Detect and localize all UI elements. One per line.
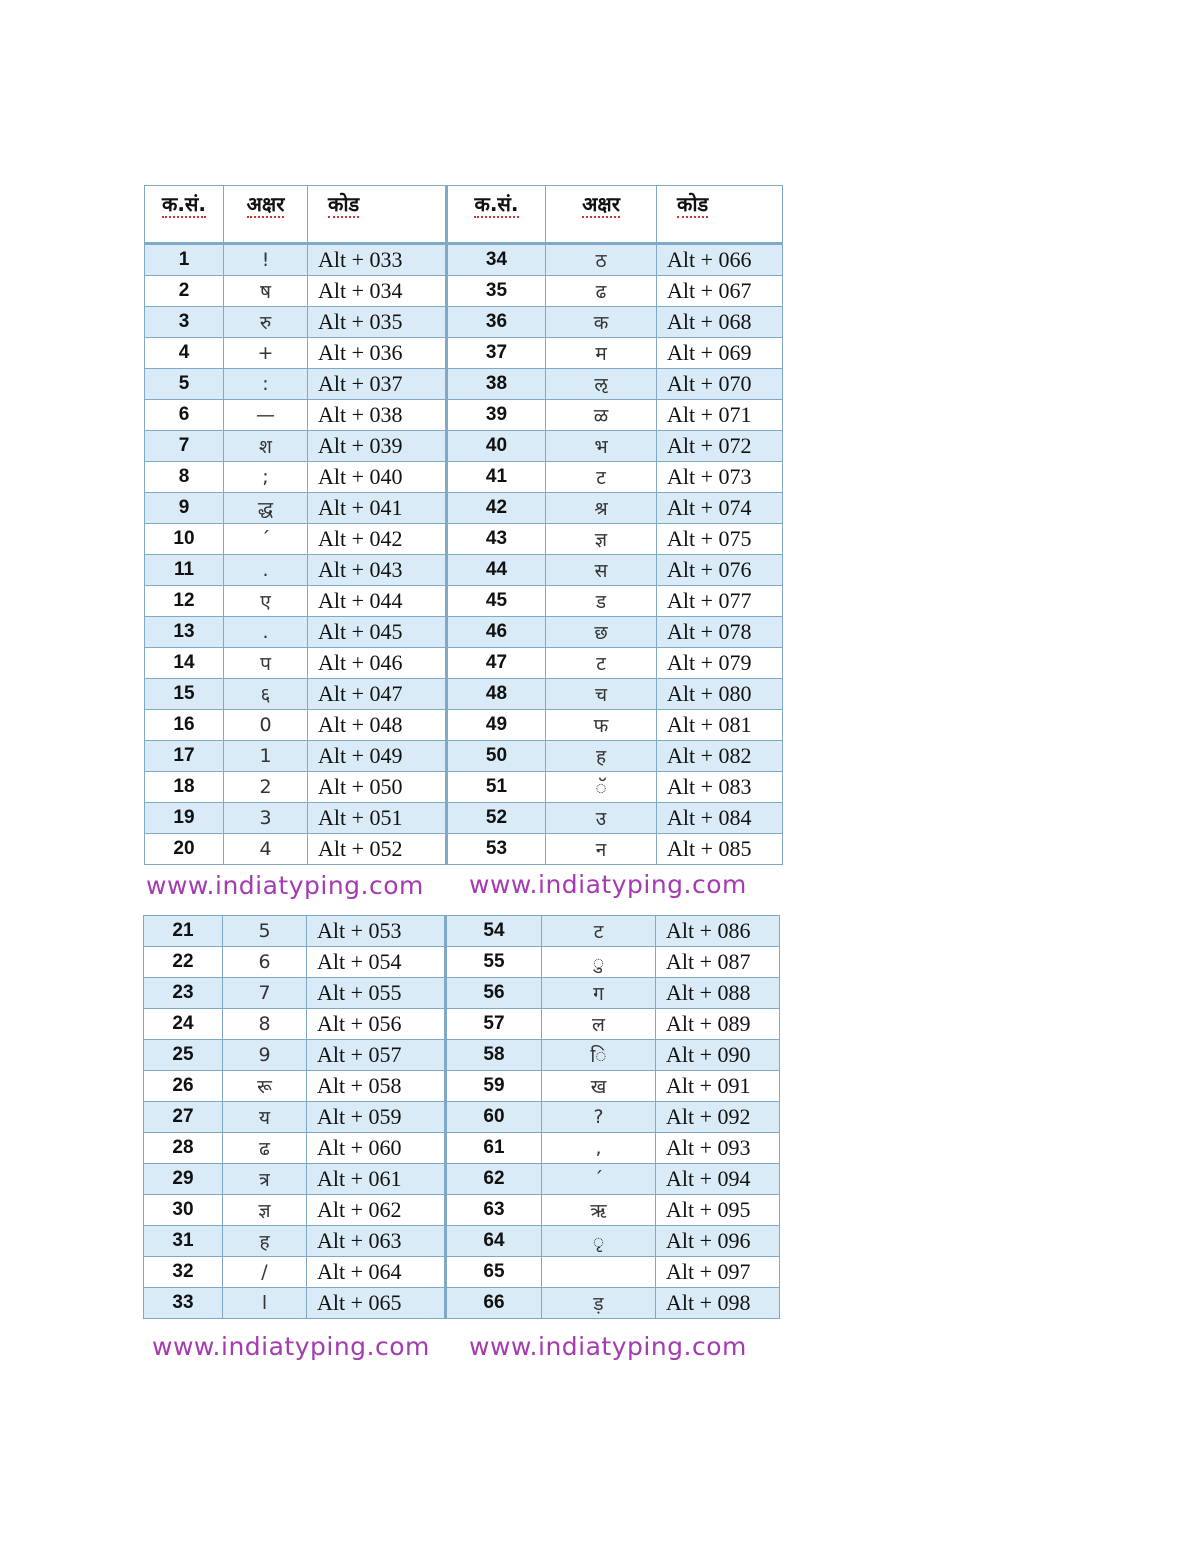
char-cell: श: [224, 431, 308, 462]
serial-cell: 40: [447, 431, 546, 462]
char-cell: स: [546, 555, 657, 586]
char-header: अक्षर: [224, 186, 308, 244]
code-cell: Alt + 048: [308, 710, 447, 741]
code-cell: Alt + 064: [307, 1257, 446, 1288]
code-cell: Alt + 077: [657, 586, 783, 617]
char-cell: ह: [546, 741, 657, 772]
serial-cell: 37: [447, 338, 546, 369]
code-cell: Alt + 080: [657, 679, 783, 710]
code-cell: Alt + 093: [656, 1133, 780, 1164]
char-cell: ख: [542, 1071, 656, 1102]
code-cell: Alt + 068: [657, 307, 783, 338]
serial-cell: 60: [446, 1102, 542, 1133]
serial-cell: 44: [447, 555, 546, 586]
serial-cell: 54: [446, 916, 542, 947]
char-cell: ळ: [546, 400, 657, 431]
serial-cell: 11: [145, 555, 224, 586]
code-cell: Alt + 066: [657, 244, 783, 276]
code-cell: Alt + 033: [308, 244, 447, 276]
char-cell: —: [224, 400, 308, 431]
code-cell: Alt + 070: [657, 369, 783, 400]
serial-cell: 3: [145, 307, 224, 338]
char-cell: उ: [546, 803, 657, 834]
code-cell: Alt + 076: [657, 555, 783, 586]
char-cell: l: [223, 1288, 307, 1319]
table-row: [145, 338, 783, 369]
code-cell: Alt + 058: [307, 1071, 446, 1102]
code-cell: Alt + 044: [308, 586, 447, 617]
char-cell: छ: [546, 617, 657, 648]
code-cell: Alt + 096: [656, 1226, 780, 1257]
serial-cell: 64: [446, 1226, 542, 1257]
char-cell: न: [546, 834, 657, 865]
char-cell: ट: [542, 916, 656, 947]
serial-cell: 12: [145, 586, 224, 617]
code-cell: Alt + 035: [308, 307, 447, 338]
char-cell: ज्ञ: [223, 1195, 307, 1226]
code-cell: Alt + 051: [308, 803, 447, 834]
char-cell: 4: [224, 834, 308, 865]
char-cell: फ: [546, 710, 657, 741]
serial-cell: 38: [447, 369, 546, 400]
char-cell: .: [224, 617, 308, 648]
code-cell: Alt + 083: [657, 772, 783, 803]
serial-cell: 26: [144, 1071, 223, 1102]
table-header-row: [145, 186, 783, 244]
serial-cell: 39: [447, 400, 546, 431]
serial-cell: 45: [447, 586, 546, 617]
code-cell: Alt + 061: [307, 1164, 446, 1195]
table-row: [145, 369, 783, 400]
serial-cell: 18: [145, 772, 224, 803]
table-row: [144, 1071, 780, 1102]
table-row: [145, 431, 783, 462]
serial-cell: 53: [447, 834, 546, 865]
serial-header: क.सं.: [145, 186, 224, 244]
char-cell: द्ध: [224, 493, 308, 524]
code-cell: Alt + 039: [308, 431, 447, 462]
code-cell: Alt + 084: [657, 803, 783, 834]
table-row: [144, 1040, 780, 1071]
code-cell: Alt + 074: [657, 493, 783, 524]
code-cell: Alt + 040: [308, 462, 447, 493]
char-cell: 6: [223, 947, 307, 978]
code-cell: Alt + 091: [656, 1071, 780, 1102]
char-cell: 0: [224, 710, 308, 741]
code-cell: Alt + 063: [307, 1226, 446, 1257]
table-row: [144, 1133, 780, 1164]
char-cell: 3: [224, 803, 308, 834]
char-cell: ट: [546, 462, 657, 493]
code-cell: Alt + 057: [307, 1040, 446, 1071]
code-cell: Alt + 071: [657, 400, 783, 431]
char-cell: 1: [224, 741, 308, 772]
code-cell: Alt + 056: [307, 1009, 446, 1040]
serial-cell: 29: [144, 1164, 223, 1195]
code-cell: Alt + 082: [657, 741, 783, 772]
char-cell: रू: [223, 1071, 307, 1102]
serial-cell: 19: [145, 803, 224, 834]
watermark-text: www.indiatyping.com: [152, 1332, 430, 1361]
char-cell: .: [224, 555, 308, 586]
char-cell: ए: [224, 586, 308, 617]
char-cell: ग: [542, 978, 656, 1009]
char-cell: रु: [224, 307, 308, 338]
code-cell: Alt + 089: [656, 1009, 780, 1040]
alt-code-table-bottom: [143, 915, 780, 1319]
table-row: [145, 679, 783, 710]
code-cell: Alt + 092: [656, 1102, 780, 1133]
serial-cell: 5: [145, 369, 224, 400]
code-cell: Alt + 054: [307, 947, 446, 978]
serial-cell: 24: [144, 1009, 223, 1040]
code-cell: Alt + 072: [657, 431, 783, 462]
table-row: [144, 978, 780, 1009]
code-cell: Alt + 036: [308, 338, 447, 369]
table-row: [144, 1009, 780, 1040]
code-cell: Alt + 067: [657, 276, 783, 307]
char-cell: य: [223, 1102, 307, 1133]
table-row: [144, 947, 780, 978]
serial-cell: 57: [446, 1009, 542, 1040]
serial-cell: 56: [446, 978, 542, 1009]
serial-cell: 22: [144, 947, 223, 978]
serial-cell: 28: [144, 1133, 223, 1164]
serial-cell: 61: [446, 1133, 542, 1164]
char-cell: भ: [546, 431, 657, 462]
char-cell: 2: [224, 772, 308, 803]
code-cell: Alt + 055: [307, 978, 446, 1009]
char-cell: ष: [224, 276, 308, 307]
code-cell: Alt + 049: [308, 741, 447, 772]
code-cell: Alt + 094: [656, 1164, 780, 1195]
serial-cell: 17: [145, 741, 224, 772]
code-cell: Alt + 038: [308, 400, 447, 431]
char-cell: /: [223, 1257, 307, 1288]
table-row: [144, 916, 780, 947]
serial-cell: 41: [447, 462, 546, 493]
char-cell: ,: [542, 1133, 656, 1164]
serial-cell: 34: [447, 244, 546, 276]
serial-cell: 59: [446, 1071, 542, 1102]
serial-cell: 48: [447, 679, 546, 710]
char-cell: ॅ: [546, 772, 657, 803]
serial-cell: 2: [145, 276, 224, 307]
table-row: [144, 1164, 780, 1195]
table-row: [145, 493, 783, 524]
serial-cell: 23: [144, 978, 223, 1009]
table-row: [145, 741, 783, 772]
code-cell: Alt + 042: [308, 524, 447, 555]
char-cell: ?: [542, 1102, 656, 1133]
serial-cell: 15: [145, 679, 224, 710]
char-cell: म: [546, 338, 657, 369]
serial-cell: 66: [446, 1288, 542, 1319]
table-body: [144, 916, 780, 1319]
serial-cell: 42: [447, 493, 546, 524]
code-cell: Alt + 041: [308, 493, 447, 524]
serial-cell: 27: [144, 1102, 223, 1133]
serial-header: क.सं.: [447, 186, 546, 244]
char-cell: ढ: [223, 1133, 307, 1164]
serial-cell: 52: [447, 803, 546, 834]
serial-cell: 46: [447, 617, 546, 648]
table-row: [144, 1226, 780, 1257]
code-cell: Alt + 086: [656, 916, 780, 947]
code-cell: Alt + 078: [657, 617, 783, 648]
table-row: [145, 772, 783, 803]
char-cell: ˊ: [224, 524, 308, 555]
serial-cell: 9: [145, 493, 224, 524]
serial-cell: 65: [446, 1257, 542, 1288]
code-cell: Alt + 052: [308, 834, 447, 865]
code-cell: Alt + 073: [657, 462, 783, 493]
table-row: [145, 524, 783, 555]
code-cell: Alt + 088: [656, 978, 780, 1009]
code-cell: Alt + 053: [307, 916, 446, 947]
table-row: [144, 1102, 780, 1133]
char-cell: ऌ: [546, 369, 657, 400]
char-cell: 5: [223, 916, 307, 947]
code-cell: Alt + 069: [657, 338, 783, 369]
code-cell: Alt + 046: [308, 648, 447, 679]
char-cell: प: [224, 648, 308, 679]
char-cell: ठ: [546, 244, 657, 276]
serial-cell: 49: [447, 710, 546, 741]
code-cell: Alt + 090: [656, 1040, 780, 1071]
code-cell: Alt + 087: [656, 947, 780, 978]
code-cell: Alt + 097: [656, 1257, 780, 1288]
char-cell: ऋ: [542, 1195, 656, 1226]
code-header: कोड: [308, 186, 447, 244]
char-cell: श्र: [546, 493, 657, 524]
serial-cell: 16: [145, 710, 224, 741]
serial-cell: 21: [144, 916, 223, 947]
table-row: [145, 462, 783, 493]
watermark-text: www.indiatyping.com: [146, 871, 424, 900]
code-cell: Alt + 037: [308, 369, 447, 400]
char-cell: ह: [223, 1226, 307, 1257]
table-row: [145, 400, 783, 431]
code-cell: Alt + 079: [657, 648, 783, 679]
table-row: [144, 1257, 780, 1288]
char-cell: क: [546, 307, 657, 338]
char-cell: +: [224, 338, 308, 369]
serial-cell: 31: [144, 1226, 223, 1257]
table-row: [144, 1288, 780, 1319]
serial-cell: 8: [145, 462, 224, 493]
table-row: [145, 307, 783, 338]
char-cell: ट: [546, 648, 657, 679]
table-row: [145, 586, 783, 617]
serial-cell: 32: [144, 1257, 223, 1288]
char-cell: ड: [546, 586, 657, 617]
char-cell: ६: [224, 679, 308, 710]
char-cell: ˊ: [542, 1164, 656, 1195]
table-body: [145, 244, 783, 865]
serial-cell: 30: [144, 1195, 223, 1226]
watermark-text: www.indiatyping.com: [469, 1332, 747, 1361]
table-row: [145, 555, 783, 586]
table-row: [145, 710, 783, 741]
serial-cell: 7: [145, 431, 224, 462]
char-cell: 8: [223, 1009, 307, 1040]
char-cell: ु: [542, 947, 656, 978]
serial-cell: 25: [144, 1040, 223, 1071]
char-cell: !: [224, 244, 308, 276]
table-row: [145, 803, 783, 834]
serial-cell: 1: [145, 244, 224, 276]
code-cell: Alt + 059: [307, 1102, 446, 1133]
serial-cell: 63: [446, 1195, 542, 1226]
watermark-text: www.indiatyping.com: [469, 870, 747, 899]
code-cell: Alt + 062: [307, 1195, 446, 1226]
char-cell: :: [224, 369, 308, 400]
code-header: कोड: [657, 186, 783, 244]
code-cell: Alt + 050: [308, 772, 447, 803]
code-cell: Alt + 043: [308, 555, 447, 586]
code-cell: Alt + 075: [657, 524, 783, 555]
serial-cell: 35: [447, 276, 546, 307]
char-cell: ि: [542, 1040, 656, 1071]
serial-cell: 13: [145, 617, 224, 648]
table-row: [145, 276, 783, 307]
char-cell: च: [546, 679, 657, 710]
char-cell: त्र: [223, 1164, 307, 1195]
code-cell: Alt + 034: [308, 276, 447, 307]
serial-cell: 20: [145, 834, 224, 865]
char-cell: ड़: [542, 1288, 656, 1319]
char-cell: ृ: [542, 1226, 656, 1257]
char-cell: 7: [223, 978, 307, 1009]
serial-cell: 47: [447, 648, 546, 679]
serial-cell: 50: [447, 741, 546, 772]
table-row: [145, 617, 783, 648]
serial-cell: 36: [447, 307, 546, 338]
code-cell: Alt + 045: [308, 617, 447, 648]
code-cell: Alt + 098: [656, 1288, 780, 1319]
serial-cell: 58: [446, 1040, 542, 1071]
code-cell: Alt + 047: [308, 679, 447, 710]
char-cell: [542, 1257, 656, 1288]
code-cell: Alt + 081: [657, 710, 783, 741]
serial-cell: 14: [145, 648, 224, 679]
serial-cell: 6: [145, 400, 224, 431]
char-cell: ज्ञ: [546, 524, 657, 555]
serial-cell: 10: [145, 524, 224, 555]
code-cell: Alt + 095: [656, 1195, 780, 1226]
serial-cell: 55: [446, 947, 542, 978]
table-row: [145, 648, 783, 679]
serial-cell: 43: [447, 524, 546, 555]
serial-cell: 51: [447, 772, 546, 803]
char-cell: ढ: [546, 276, 657, 307]
char-header: अक्षर: [546, 186, 657, 244]
table-row: [145, 834, 783, 865]
alt-code-table-top: [144, 185, 783, 865]
char-cell: ल: [542, 1009, 656, 1040]
char-cell: ;: [224, 462, 308, 493]
table-row: [145, 244, 783, 276]
code-cell: Alt + 065: [307, 1288, 446, 1319]
serial-cell: 4: [145, 338, 224, 369]
code-cell: Alt + 085: [657, 834, 783, 865]
code-cell: Alt + 060: [307, 1133, 446, 1164]
char-cell: 9: [223, 1040, 307, 1071]
serial-cell: 33: [144, 1288, 223, 1319]
table-row: [144, 1195, 780, 1226]
serial-cell: 62: [446, 1164, 542, 1195]
